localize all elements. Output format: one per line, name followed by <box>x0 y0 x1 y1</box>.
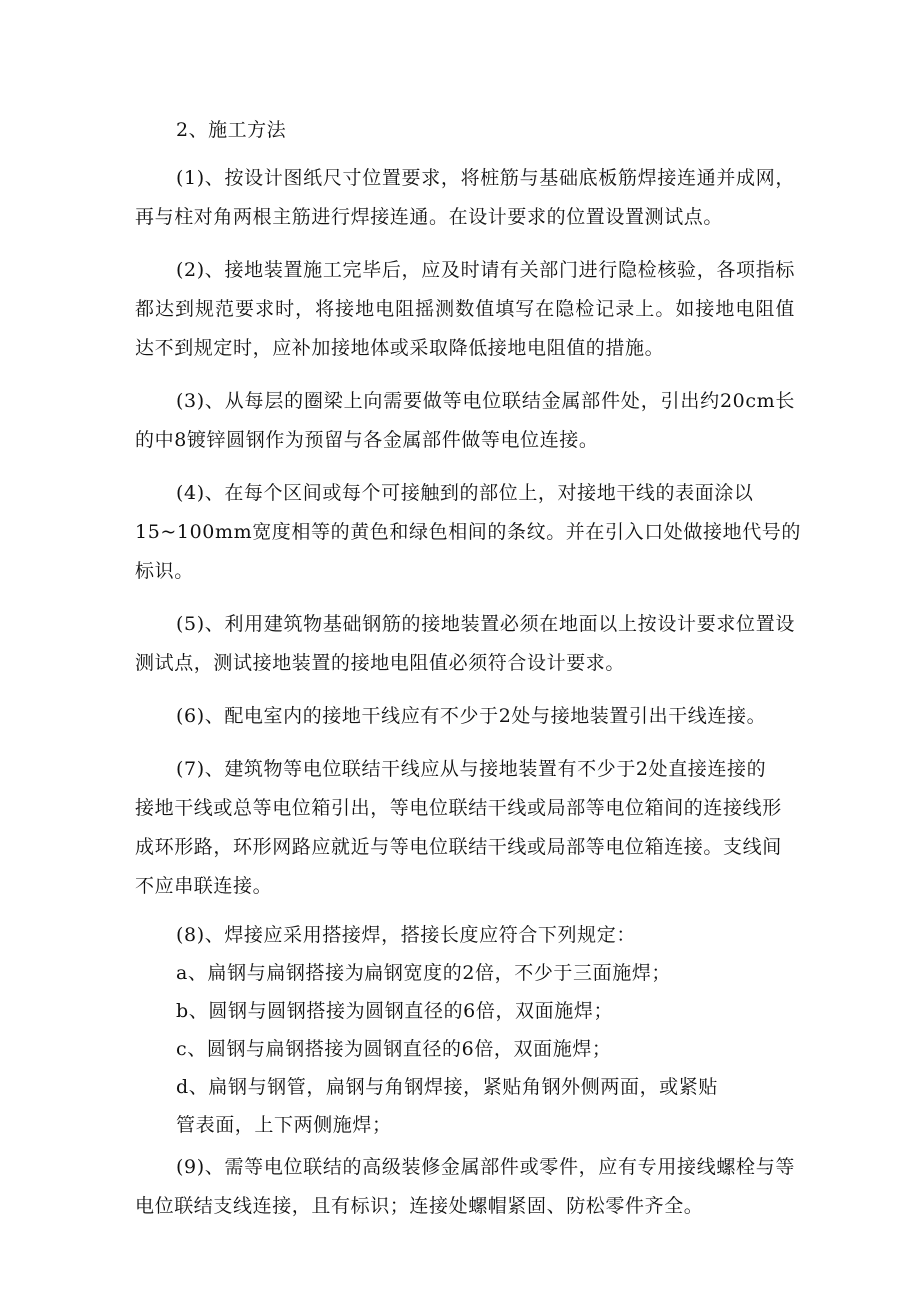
item-4-line-2: 15~100mm宽度相等的黄色和绿色相间的条纹。并在引入口处做接地代号的 <box>135 521 801 543</box>
item-7-line-3: 成环形路，环形网路应就近与等电位联结干线或局部等电位箱连接。支线间 <box>135 836 782 858</box>
item-7-line-1: (7)、建筑物等电位联结干线应从与接地装置有不少于2处直接连接的 <box>176 758 767 780</box>
item-4-line-1: (4)、在每个区间或每个可接触到的部位上，对接地干线的表面涂以 <box>176 482 754 504</box>
subitem-a: a、扁钢与扁钢搭接为扁钢宽度的2倍，不少于三面施焊； <box>176 962 672 984</box>
item-7 <box>135 750 795 906</box>
subitem-b: b、圆钢与圆钢搭接为圆钢直径的6倍，双面施焊； <box>176 1000 614 1022</box>
item-9: (9)、需等电位联结的高级装修金属部件或零件，应有专用接线螺栓与等电位联结支线连接，且有标识；连接处螺帽紧固、防松零件齐全。 <box>135 1156 795 1217</box>
item-3: (3)、从每层的圈梁上向需要做等电位联结金属部件处，引出约20cm长的中8镀锌圆钢作为预留与各金属部件做等电位连接。 <box>135 390 795 451</box>
item-4-line-3: 标识。 <box>135 560 194 582</box>
item-4 <box>135 474 801 591</box>
item-8: (8)、焊接应采用搭接焊，搭接长度应符合下列规定： <box>176 924 636 946</box>
subitem-d <box>135 1072 795 1140</box>
item-2: (2)、接地装置施工完毕后，应及时请有关部门进行隐检核验，各项指标都达到规范要求时，将接地电阻摇测数值填写在隐检记录上。如接地电阻值达不到规定时，应补加接地体或采取降低接地电阻值的措施。 <box>135 259 795 359</box>
subitem-c: c、圆钢与扁钢搭接为圆钢直径的6倍，双面施焊； <box>176 1038 612 1060</box>
document-page <box>135 115 801 1240</box>
subitem-d-line-2: 管表面，上下两侧施焊； <box>176 1114 392 1136</box>
item-5: (5)、利用建筑物基础钢筋的接地装置必须在地面以上按设计要求位置设测试点，测试接地装置的接地电阻值必须符合设计要求。 <box>135 613 795 674</box>
item-6: (6)、配电室内的接地干线应有不少于2处与接地装置引出干线连接。 <box>176 705 767 727</box>
subitem-d-line-1: d、扁钢与钢管，扁钢与角钢焊接，紧贴角钢外侧两面，或紧贴 <box>176 1076 718 1098</box>
section-heading: 2、施工方法 <box>176 119 287 141</box>
item-7-line-4: 不应串联连接。 <box>135 875 273 897</box>
item-7-line-2: 接地干线或总等电位箱引出，等电位联结干线或局部等电位箱间的连接线形 <box>135 797 782 819</box>
item-1: (1)、按设计图纸尺寸位置要求，将桩筋与基础底板筋焊接连通并成网，再与柱对角两根主筋进行焊接连通。在设计要求的位置设置测试点。 <box>135 167 795 228</box>
